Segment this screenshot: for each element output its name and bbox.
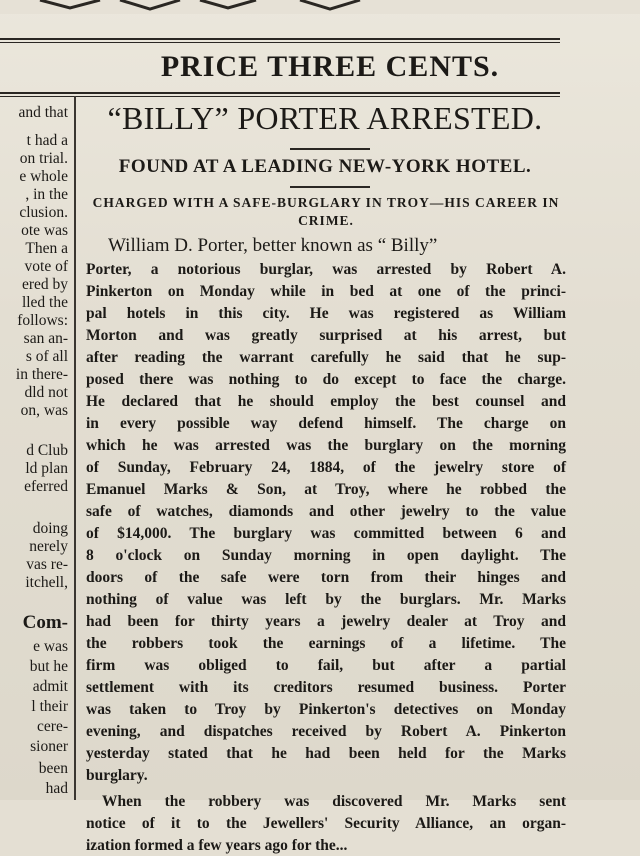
left-column-line: been (38, 760, 68, 777)
left-column-line: dld not (24, 384, 68, 401)
left-column-fragment (0, 104, 70, 800)
left-column-line: doing (32, 520, 68, 537)
article-line: evening, and dispatches received by Robert A. Pinkerton (86, 723, 566, 740)
left-column-line: e whole (19, 168, 68, 185)
article-line: after reading the warrant carefully he said that he sup- (86, 349, 566, 366)
left-column-line: san an- (23, 330, 68, 347)
left-column-line: ld plan (25, 460, 68, 477)
masthead-top-rule-thin (0, 42, 560, 43)
left-column-line: clusion. (19, 204, 68, 221)
article-line: burglary. (86, 767, 148, 784)
article-line: nothing of value was left by the burglars. Mr. Marks (86, 591, 566, 608)
headline-rule (290, 148, 370, 150)
left-column-line: d Club (26, 442, 68, 459)
article-line: which he was arrested was the burglary on the morning (86, 437, 566, 454)
article-line: of $14,000. The burglary was committed between 6 and (86, 525, 566, 542)
article-line: was taken to Troy by Pinkerton's detectives on Monday (86, 701, 566, 718)
left-column-line: eferred (24, 478, 68, 495)
left-column-line: Com- (22, 612, 68, 633)
article-line: of Sunday, February 24, 1884, of the jewelry store of (86, 459, 566, 476)
article-headline: “BILLY” PORTER ARRESTED. (107, 100, 543, 136)
article-line: ization formed a few years ago for the... (86, 837, 348, 854)
left-column-line: e was (33, 638, 68, 655)
article-line: in every possible way defend himself. The charge on (86, 415, 566, 432)
left-column-line: ered by (21, 276, 68, 293)
article-line: Pinkerton on Monday while in bed at one of the princi- (86, 283, 566, 300)
article-line: had been for thirty years a jewelry dealer at Troy and (86, 613, 566, 630)
masthead-ornament-strip (0, 0, 640, 14)
left-column-line: cere- (37, 718, 68, 735)
article-line: Morton and was greatly surprised at his arrest, but (86, 327, 566, 344)
article-line: safe of watches, diamonds and other jewelry to the value (86, 503, 566, 520)
left-column-line: ote was (21, 222, 68, 239)
left-column-line: s of all (25, 348, 68, 365)
left-column-line: l their (31, 698, 68, 715)
article-line: 8 o'clock on Sunday morning in open daylight. The (86, 547, 566, 564)
article-line: settlement with its creditors resumed business. Porter (86, 679, 566, 696)
article-line: William D. Porter, better known as “ Billy” (108, 235, 438, 256)
left-column-line: vote of (24, 258, 68, 275)
left-column-line: and that (18, 104, 68, 121)
left-column-line: on trial. (19, 150, 68, 167)
article-line: Porter, a notorious burglar, was arrested by Robert A. (86, 261, 566, 278)
left-column-line: lled the (21, 294, 68, 311)
left-column-line: vas re- (26, 556, 68, 573)
price-line: PRICE THREE CENTS. (160, 50, 500, 83)
left-column-line: , in the (25, 186, 68, 203)
left-column-line: on, was (20, 402, 68, 419)
left-column-line: nerely (29, 538, 68, 555)
article-line: the robbers took the earnings of a lifetime. The (86, 635, 566, 652)
article-line: firm was obliged to fail, but after a partial (86, 657, 566, 674)
article-line: He declared that he should employ the best counsel and (86, 393, 566, 410)
left-column-line: but he (29, 658, 68, 675)
article-subheadline: FOUND AT A LEADING NEW-YORK HOTEL. (118, 156, 532, 177)
article-line: yesterday stated that he had been held for the Marks (86, 745, 566, 762)
article-line: Emanuel Marks & Son, at Troy, where he robbed the (86, 481, 566, 498)
column-divider (74, 96, 76, 800)
left-column-line: itchell, (25, 574, 68, 591)
subheadline-rule (290, 186, 370, 188)
article-line: posed there was nothing to do except to face the charge. (86, 371, 566, 388)
masthead-top-rule (0, 38, 560, 40)
left-column-line: follows: (17, 312, 68, 329)
masthead-bottom-rule-thin (0, 96, 560, 97)
left-column-line: admit (32, 678, 68, 695)
left-column-line: sioner (30, 738, 68, 755)
article-line: notice of it to the Jewellers' Security Alliance, an organ- (86, 815, 566, 832)
left-column-line: t had a (26, 132, 68, 149)
left-column-line: in there- (15, 366, 68, 383)
left-column-line: had (45, 780, 68, 797)
masthead-bottom-rule (0, 92, 560, 94)
left-column-line: Then a (25, 240, 68, 257)
article-line: When the robbery was discovered Mr. Marks sent (102, 793, 566, 810)
article-line: doors of the safe were torn from their hinges and (86, 569, 566, 586)
article-line: pal hotels in this city. He was registered as William (86, 305, 566, 322)
article-deck: CHARGED WITH A SAFE-BURGLARY IN TROY—HIS CAREER IN CRIME. (92, 195, 560, 228)
